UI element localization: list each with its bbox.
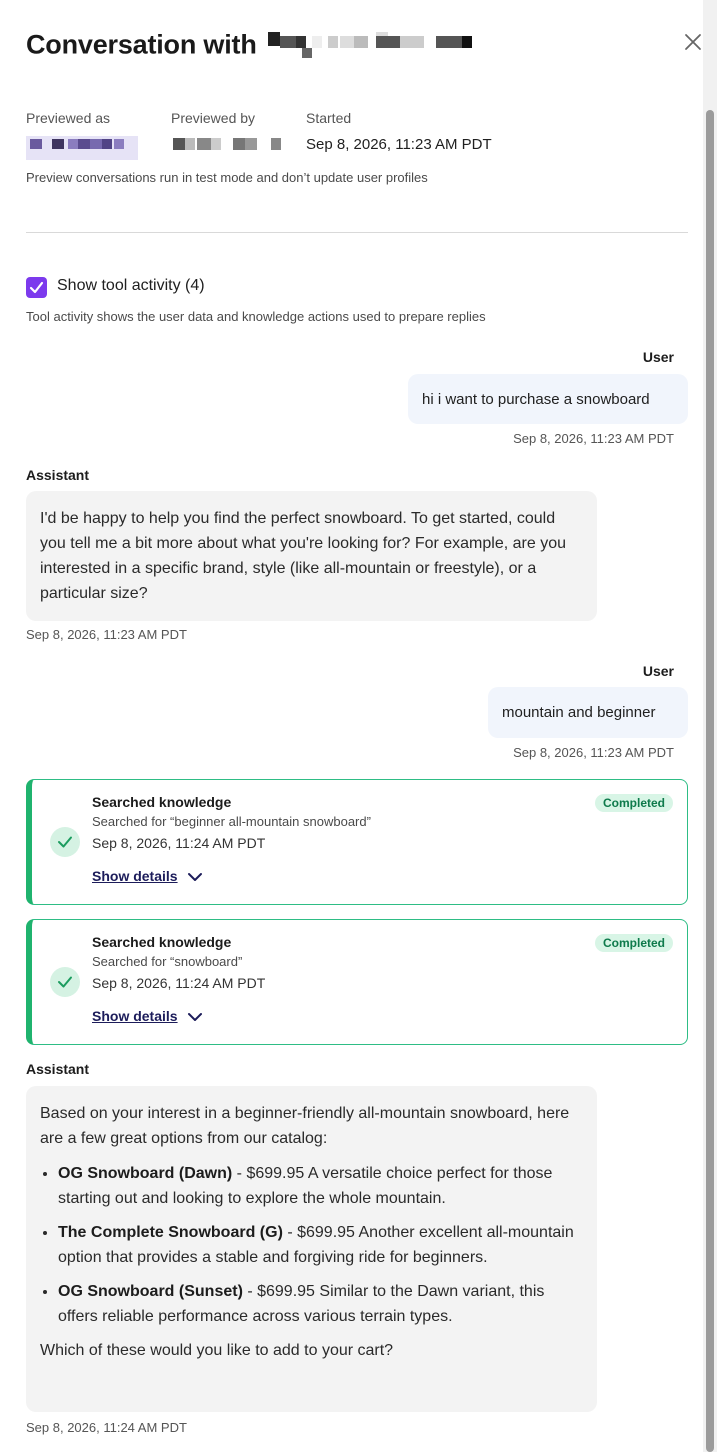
tool-activity-label[interactable]: Show tool activity (4) bbox=[57, 277, 205, 294]
scrollbar[interactable] bbox=[703, 0, 717, 1452]
message-timestamp: Sep 8, 2026, 11:23 AM PDT bbox=[513, 745, 674, 760]
message-timestamp: Sep 8, 2026, 11:24 AM PDT bbox=[26, 1420, 187, 1435]
product-name: The Complete Snowboard (G) bbox=[58, 1224, 283, 1241]
close-button[interactable] bbox=[681, 30, 705, 54]
previewed-as bbox=[26, 110, 138, 164]
redacted-previewed-by bbox=[171, 136, 283, 156]
show-details-link[interactable]: Show details bbox=[92, 868, 178, 884]
page-title-text: Conversation with bbox=[26, 29, 257, 60]
status-badge: Completed bbox=[595, 794, 673, 812]
reply-closing: Which of these would you like to add to your cart? bbox=[40, 1342, 394, 1359]
message-role-user: User bbox=[642, 349, 674, 365]
chevron-down-icon[interactable] bbox=[187, 1011, 203, 1023]
tool-timestamp: Sep 8, 2026, 11:24 AM PDT bbox=[92, 835, 266, 851]
divider bbox=[26, 232, 688, 233]
scrollbar-thumb[interactable] bbox=[706, 110, 714, 1452]
user-message-text: mountain and beginner bbox=[502, 704, 656, 721]
checkmark-icon bbox=[26, 277, 47, 298]
tool-activity-card bbox=[26, 779, 688, 905]
reply-intro: Based on your interest in a beginner-friendly all-mountain snowboard, here are a few great options from our catalog: bbox=[40, 1105, 570, 1147]
product-name: OG Snowboard (Dawn) bbox=[58, 1165, 233, 1182]
tool-title: Searched knowledge bbox=[92, 794, 232, 810]
user-message-text: hi i want to purchase a snowboard bbox=[422, 390, 650, 408]
redacted-previewed-as bbox=[26, 136, 138, 160]
tool-timestamp: Sep 8, 2026, 11:24 AM PDT bbox=[92, 975, 266, 991]
product-name: OG Snowboard (Sunset) bbox=[58, 1283, 243, 1300]
status-badge: Completed bbox=[595, 934, 673, 952]
message-timestamp: Sep 8, 2026, 11:23 AM PDT bbox=[26, 627, 187, 642]
started bbox=[306, 110, 492, 153]
product-description: - $699.95 Another excellent all-mountain option that provides a stable and forgiving ride for beginners. bbox=[58, 1224, 574, 1266]
message-role-assistant: Assistant bbox=[26, 1061, 90, 1077]
message-timestamp: Sep 8, 2026, 11:23 AM PDT bbox=[513, 431, 674, 446]
product-option bbox=[58, 1161, 583, 1211]
previewed-by bbox=[171, 110, 283, 160]
tool-activity-checkbox[interactable] bbox=[26, 277, 47, 298]
product-list bbox=[40, 1161, 583, 1329]
started-label: Started bbox=[306, 110, 352, 126]
assistant-message-bubble bbox=[26, 1086, 597, 1412]
user-message-bubble bbox=[488, 687, 688, 738]
tool-activity-help: Tool activity shows the user data and knowledge actions used to prepare replies bbox=[26, 309, 486, 324]
product-description: - $699.95 A versatile choice perfect for those starting out and looking to explore the whole mountain. bbox=[58, 1165, 553, 1207]
close-icon bbox=[681, 30, 705, 54]
success-check-icon bbox=[50, 967, 80, 997]
previewed-as-value bbox=[26, 136, 138, 164]
product-description: - $699.95 Similar to the Dawn variant, this offers reliable performance across various terrain types. bbox=[58, 1283, 545, 1325]
user-message-bubble bbox=[408, 374, 688, 424]
show-details-link[interactable]: Show details bbox=[92, 1008, 178, 1024]
tool-subtitle: Searched for “beginner all-mountain snowboard” bbox=[92, 814, 371, 829]
page-title bbox=[26, 28, 474, 65]
message-role-user: User bbox=[642, 663, 674, 679]
chevron-down-icon[interactable] bbox=[187, 871, 203, 883]
message-role-assistant: Assistant bbox=[26, 467, 90, 483]
product-option bbox=[58, 1220, 583, 1270]
preview-note: Preview conversations run in test mode and don’t update user profiles bbox=[26, 170, 428, 185]
redacted-customer-name bbox=[264, 28, 474, 65]
previewed-as-label: Previewed as bbox=[26, 110, 111, 126]
assistant-message-bubble bbox=[26, 491, 597, 621]
previewed-by-label: Previewed by bbox=[171, 110, 256, 126]
product-option bbox=[58, 1279, 583, 1329]
tool-activity-card bbox=[26, 919, 688, 1045]
tool-title: Searched knowledge bbox=[92, 934, 232, 950]
tool-subtitle: Searched for “snowboard” bbox=[92, 954, 243, 969]
started-value: Sep 8, 2026, 11:23 AM PDT bbox=[306, 136, 492, 153]
success-check-icon bbox=[50, 827, 80, 857]
assistant-message-text: I'd be happy to help you find the perfect snowboard. To get started, could you tell me a bit more about what you're looking for? For example, are you interested in a specific brand, style (like all-mountain or freestyle), or a particular size? bbox=[40, 510, 566, 602]
previewed-by-value bbox=[171, 136, 283, 160]
